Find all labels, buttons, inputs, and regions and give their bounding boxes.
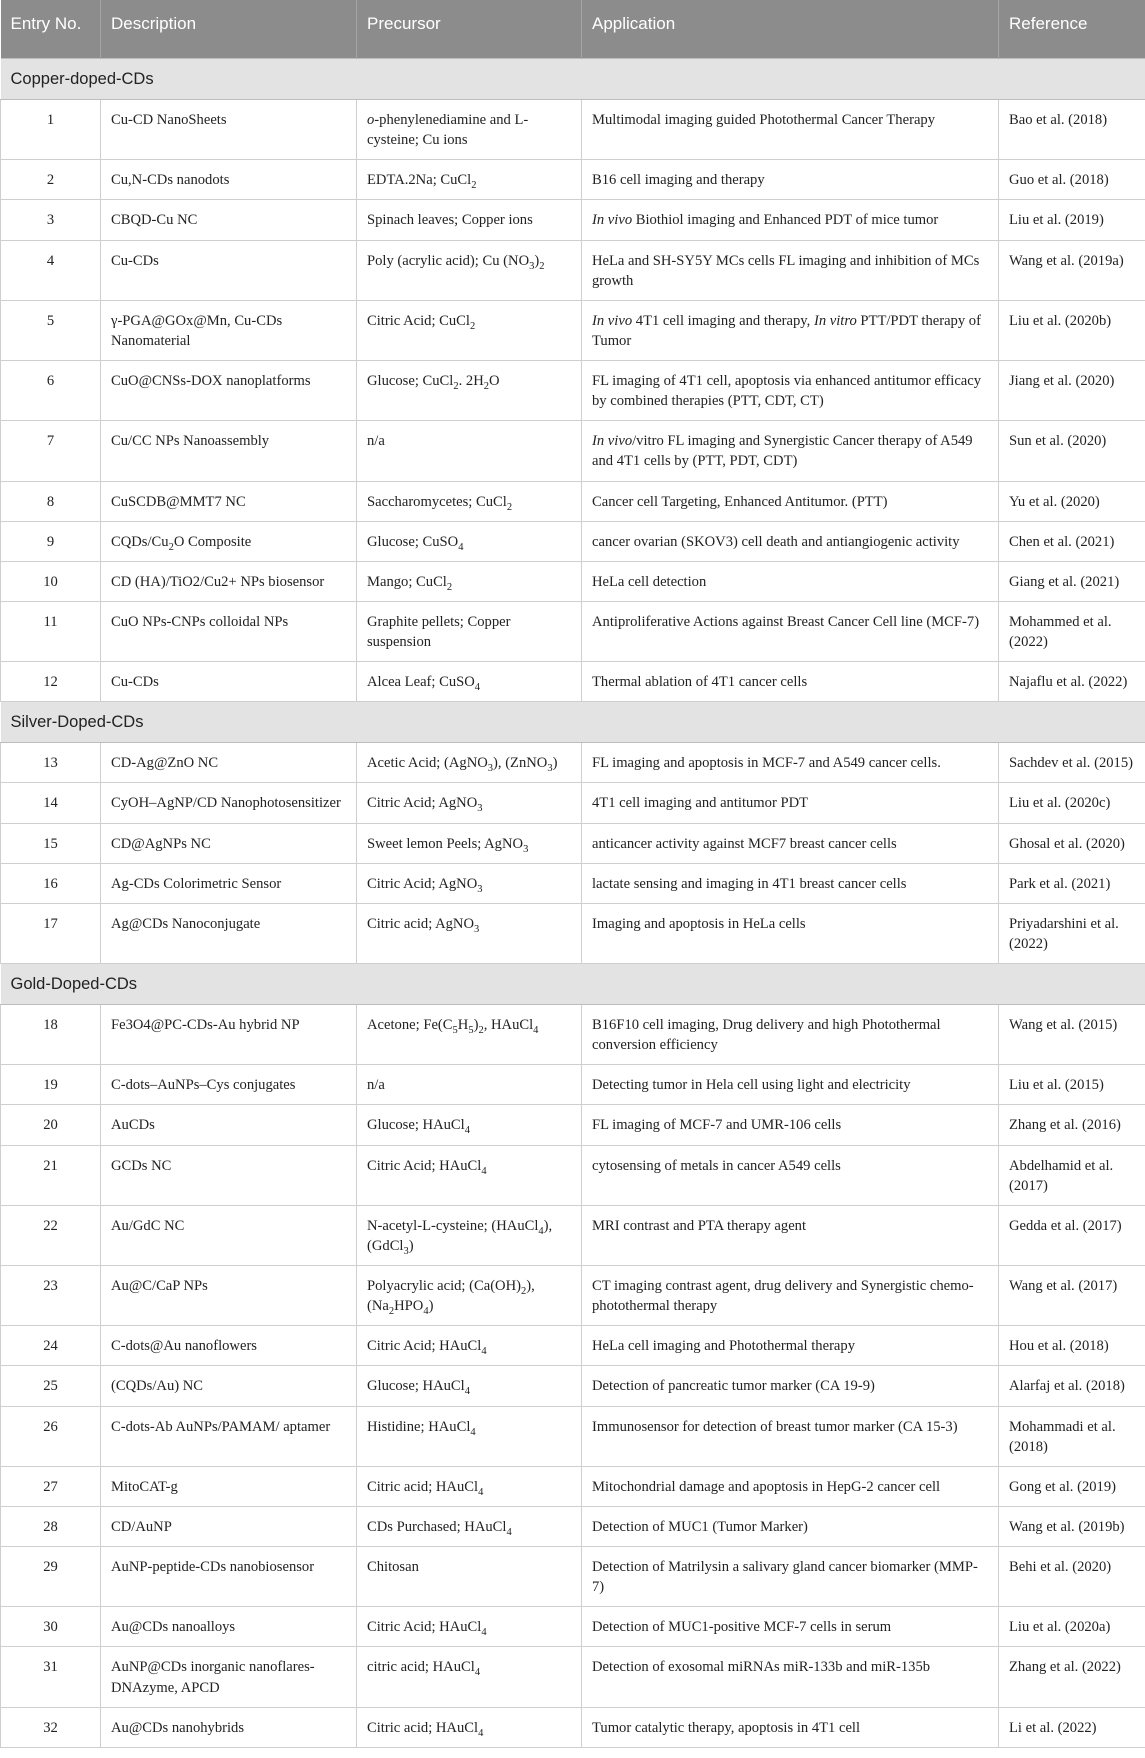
description-cell: Ag-CDs Colorimetric Sensor (101, 863, 357, 903)
description-cell: GCDs NC (101, 1145, 357, 1205)
entry-no-cell: 30 (1, 1607, 101, 1647)
application-cell: Mitochondrial damage and apoptosis in HepG-2 cancer cell (582, 1466, 999, 1506)
precursor-cell: o-phenylenediamine and L-cysteine; Cu ions (357, 100, 582, 160)
description-cell: Cu-CDs (101, 662, 357, 702)
header-row (1, 0, 1145, 59)
table-row (1, 481, 1145, 521)
reference-cell: Abdelhamid et al. (2017) (999, 1145, 1145, 1205)
description-cell: Au@C/CaP NPs (101, 1266, 357, 1326)
precursor-cell: Polyacrylic acid; $(Ca(OH)_2)$, $(Na_2HPO_4)$ (357, 1266, 582, 1326)
reference-cell: Ghosal et al. (2020) (999, 823, 1145, 863)
description-cell: CD/AuNP (101, 1506, 357, 1546)
table-row (1, 1406, 1145, 1466)
precursor-cell: Citric Acid; HAuCl$_4$ (357, 1145, 582, 1205)
table-row (1, 1065, 1145, 1105)
description-cell: Au@CDs nanohybrids (101, 1707, 357, 1747)
table-row (1, 662, 1145, 702)
description-cell: CuO@CNSs-DOX nanoplatforms (101, 361, 357, 421)
table-row (1, 823, 1145, 863)
table-row (1, 300, 1145, 360)
application-cell: Tumor catalytic therapy, apoptosis in 4T1 cell (582, 1707, 999, 1747)
table-row (1, 1145, 1145, 1205)
entry-no-cell: 25 (1, 1366, 101, 1406)
description-cell: Fe3O4@PC-CDs-Au hybrid NP (101, 1005, 357, 1065)
precursor-cell: n/a (357, 1065, 582, 1105)
reference-cell: Mohammed et al. (2022) (999, 601, 1145, 661)
entry-no-cell: 32 (1, 1707, 101, 1747)
application-cell: FL imaging and apoptosis in MCF-7 and A549 cancer cells. (582, 743, 999, 783)
precursor-cell: Citric Acid; HAuCl$_4$ (357, 1607, 582, 1647)
reference-cell: Sachdev et al. (2015) (999, 743, 1145, 783)
table-row (1, 1205, 1145, 1265)
table-row (1, 160, 1145, 200)
entry-no-cell: 19 (1, 1065, 101, 1105)
header-precursor: Precursor (357, 0, 582, 59)
description-cell: Cu,N-CDs nanodots (101, 160, 357, 200)
precursor-cell: Acetone; $Fe(C_5H_5)_2$, HAuCl$_4$ (357, 1005, 582, 1065)
entry-no-cell: 29 (1, 1547, 101, 1607)
description-cell: Au/GdC NC (101, 1205, 357, 1265)
table-row (1, 1466, 1145, 1506)
reference-cell: Yu et al. (2020) (999, 481, 1145, 521)
application-cell: FL imaging of 4T1 cell, apoptosis via enhanced antitumor efficacy by combined therapies (PTT, CDT, CT) (582, 361, 999, 421)
entry-no-cell: 14 (1, 783, 101, 823)
description-cell: (CQDs/Au) NC (101, 1366, 357, 1406)
reference-cell: Zhang et al. (2016) (999, 1105, 1145, 1145)
description-cell: C-dots-Ab AuNPs/PAMAM/ aptamer (101, 1406, 357, 1466)
application-cell: Detection of MUC1-positive MCF-7 cells in serum (582, 1607, 999, 1647)
precursor-cell: Histidine; HAuCl$_4$ (357, 1406, 582, 1466)
description-cell: Ag@CDs Nanoconjugate (101, 903, 357, 963)
precursor-cell: citric acid; HAuCl$_4$ (357, 1647, 582, 1707)
application-cell: cancer ovarian (SKOV3) cell death and antiangiogenic activity (582, 521, 999, 561)
description-cell: CQDs/$Cu_2O$ Composite (101, 521, 357, 561)
entry-no-cell: 26 (1, 1406, 101, 1466)
precursor-cell: Citric Acid; AgNO$_3$ (357, 783, 582, 823)
application-cell: Immunosensor for detection of breast tumor marker (CA 15-3) (582, 1406, 999, 1466)
reference-cell: Giang et al. (2021) (999, 561, 1145, 601)
table-row (1, 601, 1145, 661)
application-cell: Detection of MUC1 (Tumor Marker) (582, 1506, 999, 1546)
precursor-cell: Glucose; HAuCl$_4$ (357, 1105, 582, 1145)
entry-no-cell: 10 (1, 561, 101, 601)
reference-cell: Bao et al. (2018) (999, 100, 1145, 160)
header-reference: Reference (999, 0, 1145, 59)
description-cell: CD (HA)/TiO2/Cu2+ NPs biosensor (101, 561, 357, 601)
application-cell: Detection of Matrilysin a salivary gland cancer biomarker (MMP-7) (582, 1547, 999, 1607)
reference-cell: Liu et al. (2020b) (999, 300, 1145, 360)
table-row (1, 1707, 1145, 1747)
description-cell: AuNP-peptide-CDs nanobiosensor (101, 1547, 357, 1607)
entry-no-cell: 11 (1, 601, 101, 661)
application-cell: HeLa and SH-SY5Y MCs cells FL imaging and inhibition of MCs growth (582, 240, 999, 300)
table-row (1, 200, 1145, 240)
precursor-cell: Citric acid; HAuCl$_4$ (357, 1466, 582, 1506)
application-cell: 4T1 cell imaging and antitumor PDT (582, 783, 999, 823)
entry-no-cell: 1 (1, 100, 101, 160)
application-cell: HeLa cell imaging and Photothermal therapy (582, 1326, 999, 1366)
reference-cell: Chen et al. (2021) (999, 521, 1145, 561)
application-cell: HeLa cell detection (582, 561, 999, 601)
entry-no-cell: 18 (1, 1005, 101, 1065)
reference-cell: Liu et al. (2019) (999, 200, 1145, 240)
table-row (1, 1547, 1145, 1607)
application-cell: B16 cell imaging and therapy (582, 160, 999, 200)
table-row (1, 1366, 1145, 1406)
precursor-cell: n/a (357, 421, 582, 481)
application-cell: B16F10 cell imaging, Drug delivery and high Photothermal conversion efficiency (582, 1005, 999, 1065)
precursor-cell: Citric Acid; CuCl$_2$ (357, 300, 582, 360)
precursor-cell: Poly (acrylic acid); Cu $(NO_3)_2$ (357, 240, 582, 300)
table-row (1, 1326, 1145, 1366)
description-cell: γ-PGA@GOx@Mn, Cu-CDs Nanomaterial (101, 300, 357, 360)
table-body (1, 59, 1145, 1748)
table-row (1, 421, 1145, 481)
entry-no-cell: 31 (1, 1647, 101, 1707)
reference-cell: Jiang et al. (2020) (999, 361, 1145, 421)
table-row (1, 521, 1145, 561)
description-cell: CD-Ag@ZnO NC (101, 743, 357, 783)
precursor-cell: Citric Acid; HAuCl$_4$ (357, 1326, 582, 1366)
application-cell: Detection of exosomal miRNAs miR-133b and miR-135b (582, 1647, 999, 1707)
header-description: Description (101, 0, 357, 59)
reference-cell: Alarfaj et al. (2018) (999, 1366, 1145, 1406)
application-cell: FL imaging of MCF-7 and UMR-106 cells (582, 1105, 999, 1145)
precursor-cell: Chitosan (357, 1547, 582, 1607)
reference-cell: Liu et al. (2020c) (999, 783, 1145, 823)
entry-no-cell: 15 (1, 823, 101, 863)
reference-cell: Gong et al. (2019) (999, 1466, 1145, 1506)
entry-no-cell: 20 (1, 1105, 101, 1145)
reference-cell: Park et al. (2021) (999, 863, 1145, 903)
description-cell: Cu/CC NPs Nanoassembly (101, 421, 357, 481)
reference-cell: Guo et al. (2018) (999, 160, 1145, 200)
precursor-cell: Alcea Leaf; CuSO$_4$ (357, 662, 582, 702)
table-header (1, 0, 1145, 59)
application-cell: Detection of pancreatic tumor marker (CA 19-9) (582, 1366, 999, 1406)
precursor-cell: Glucose; HAuCl$_4$ (357, 1366, 582, 1406)
entry-no-cell: 28 (1, 1506, 101, 1546)
reference-cell: Najaflu et al. (2022) (999, 662, 1145, 702)
precursor-cell: Mango; CuCl$_2$ (357, 561, 582, 601)
reference-cell: Zhang et al. (2022) (999, 1647, 1145, 1707)
entry-no-cell: 17 (1, 903, 101, 963)
entry-no-cell: 23 (1, 1266, 101, 1326)
reference-cell: Liu et al. (2015) (999, 1065, 1145, 1105)
table-row (1, 743, 1145, 783)
table-row (1, 561, 1145, 601)
table-row (1, 100, 1145, 160)
precursor-cell: Spinach leaves; Copper ions (357, 200, 582, 240)
description-cell: Au@CDs nanoalloys (101, 1607, 357, 1647)
entry-no-cell: 12 (1, 662, 101, 702)
precursor-cell: N-acetyl-L-cysteine; (HAuCl$_4$), (GdCl$_3$) (357, 1205, 582, 1265)
table-row (1, 903, 1145, 963)
entry-no-cell: 5 (1, 300, 101, 360)
reference-cell: Priyadarshini et al. (2022) (999, 903, 1145, 963)
precursor-cell: Saccharomycetes; CuCl$_2$ (357, 481, 582, 521)
reference-cell: Liu et al. (2020a) (999, 1607, 1145, 1647)
entry-no-cell: 16 (1, 863, 101, 903)
application-cell: In vivo/vitro FL imaging and Synergistic Cancer therapy of A549 and 4T1 cells by (PTT, PDT, CDT) (582, 421, 999, 481)
precursor-cell: Sweet lemon Peels; AgNO$_3$ (357, 823, 582, 863)
description-cell: CD@AgNPs NC (101, 823, 357, 863)
table-row (1, 1607, 1145, 1647)
description-cell: CuO NPs-CNPs colloidal NPs (101, 601, 357, 661)
precursor-cell: Graphite pellets; Copper suspension (357, 601, 582, 661)
precursor-cell: EDTA.2Na; CuCl$_2$ (357, 160, 582, 200)
description-cell: C-dots–AuNPs–Cys conjugates (101, 1065, 357, 1105)
entry-no-cell: 6 (1, 361, 101, 421)
table-row (1, 783, 1145, 823)
precursor-cell: Citric acid; HAuCl$_4$ (357, 1707, 582, 1747)
description-cell: CyOH–AgNP/CD Nanophotosensitizer (101, 783, 357, 823)
reference-cell: Mohammadi et al. (2018) (999, 1406, 1145, 1466)
application-cell: anticancer activity against MCF7 breast cancer cells (582, 823, 999, 863)
reference-cell: Wang et al. (2019a) (999, 240, 1145, 300)
application-cell: MRI contrast and PTA therapy agent (582, 1205, 999, 1265)
reference-cell: Wang et al. (2017) (999, 1266, 1145, 1326)
reference-cell: Wang et al. (2019b) (999, 1506, 1145, 1546)
table-row (1, 361, 1145, 421)
application-cell: Thermal ablation of 4T1 cancer cells (582, 662, 999, 702)
application-cell: In vivo Biothiol imaging and Enhanced PDT of mice tumor (582, 200, 999, 240)
precursor-cell: Glucose; CuCl$_2$. $2H_2O$ (357, 361, 582, 421)
table-row (1, 1266, 1145, 1326)
application-cell: Imaging and apoptosis in HeLa cells (582, 903, 999, 963)
section-row (1, 59, 1145, 100)
entry-no-cell: 3 (1, 200, 101, 240)
section-row (1, 702, 1145, 743)
reference-cell: Behi et al. (2020) (999, 1547, 1145, 1607)
description-cell: AuNP@CDs inorganic nanoflares-DNAzyme, APCD (101, 1647, 357, 1707)
application-cell: In vivo 4T1 cell imaging and therapy, In vitro PTT/PDT therapy of Tumor (582, 300, 999, 360)
reference-cell: Wang et al. (2015) (999, 1005, 1145, 1065)
application-cell: CT imaging contrast agent, drug delivery and Synergistic chemo-photothermal therapy (582, 1266, 999, 1326)
reference-cell: Li et al. (2022) (999, 1707, 1145, 1747)
application-cell: Antiproliferative Actions against Breast Cancer Cell line (MCF-7) (582, 601, 999, 661)
precursor-cell: Citric acid; AgNO$_3$ (357, 903, 582, 963)
description-cell: C-dots@Au nanoflowers (101, 1326, 357, 1366)
section-row (1, 964, 1145, 1005)
entry-no-cell: 24 (1, 1326, 101, 1366)
table-row (1, 1005, 1145, 1065)
header-application: Application (582, 0, 999, 59)
section-title: Gold-Doped-CDs (1, 964, 1145, 1005)
entry-no-cell: 4 (1, 240, 101, 300)
application-cell: cytosensing of metals in cancer A549 cells (582, 1145, 999, 1205)
entry-no-cell: 9 (1, 521, 101, 561)
section-title: Copper-doped-CDs (1, 59, 1145, 100)
entry-no-cell: 8 (1, 481, 101, 521)
entry-no-cell: 7 (1, 421, 101, 481)
header-entry-no: Entry No. (1, 0, 101, 59)
description-cell: CuSCDB@MMT7 NC (101, 481, 357, 521)
description-cell: MitoCAT-g (101, 1466, 357, 1506)
section-title: Silver-Doped-CDs (1, 702, 1145, 743)
table-row (1, 1105, 1145, 1145)
reference-cell: Gedda et al. (2017) (999, 1205, 1145, 1265)
application-cell: Multimodal imaging guided Photothermal Cancer Therapy (582, 100, 999, 160)
table-row (1, 863, 1145, 903)
entry-no-cell: 22 (1, 1205, 101, 1265)
precursor-cell: Acetic Acid; (AgNO$_3$), (ZnNO$_3$) (357, 743, 582, 783)
entry-no-cell: 21 (1, 1145, 101, 1205)
reference-cell: Sun et al. (2020) (999, 421, 1145, 481)
application-cell: Detecting tumor in Hela cell using light and electricity (582, 1065, 999, 1105)
table-row (1, 240, 1145, 300)
table-row (1, 1647, 1145, 1707)
description-cell: CBQD-Cu NC (101, 200, 357, 240)
reference-cell: Hou et al. (2018) (999, 1326, 1145, 1366)
description-cell: Cu-CD NanoSheets (101, 100, 357, 160)
entry-no-cell: 13 (1, 743, 101, 783)
description-cell: Cu-CDs (101, 240, 357, 300)
precursor-cell: CDs Purchased; HAuCl$_4$ (357, 1506, 582, 1546)
precursor-cell: Citric Acid; AgNO$_3$ (357, 863, 582, 903)
entry-no-cell: 27 (1, 1466, 101, 1506)
application-cell: lactate sensing and imaging in 4T1 breast cancer cells (582, 863, 999, 903)
description-cell: AuCDs (101, 1105, 357, 1145)
precursor-cell: Glucose; CuSO$_4$ (357, 521, 582, 561)
table-row (1, 1506, 1145, 1546)
entry-no-cell: 2 (1, 160, 101, 200)
application-cell: Cancer cell Targeting, Enhanced Antitumor. (PTT) (582, 481, 999, 521)
